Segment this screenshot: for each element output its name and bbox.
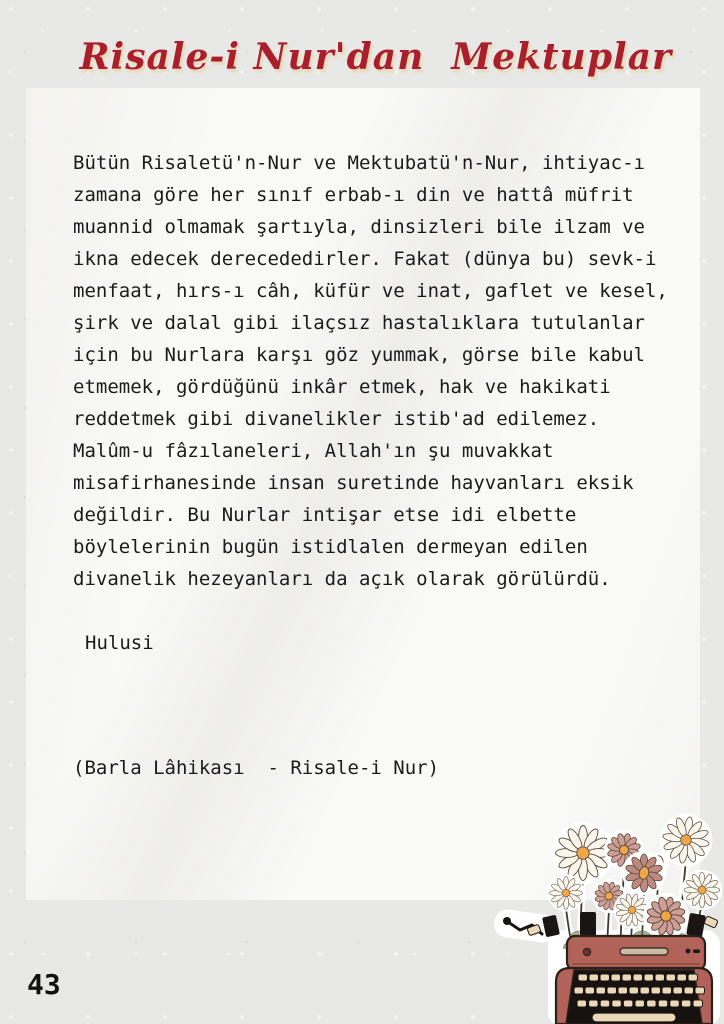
body-line: divanelik hezeyanları da açık olarak görülürdü. bbox=[73, 568, 611, 590]
body-line: menfaat, hırs-ı câh, küfür ve inat, gaflet ve kesel, bbox=[73, 280, 668, 302]
body-line: şirk ve dalal gibi ilaçsız hastalıklara tutulanlar bbox=[73, 312, 645, 334]
typewriter-flowers-illustration bbox=[492, 818, 724, 1024]
body-line: reddetmek gibi divanelikler istib'ad edilemez. bbox=[73, 408, 600, 430]
source-reference: (Barla Lâhikası - Risale-i Nur) bbox=[73, 757, 440, 779]
body-line: muannid olmamak şartıyla, dinsizleri bile ilzam ve bbox=[73, 216, 645, 238]
page-title: Risale-i Nur'dan Mektuplar bbox=[79, 36, 672, 78]
page-number: 43 bbox=[27, 968, 61, 1001]
body-line: etmemek, gördüğünü inkâr etmek, hak ve hakikati bbox=[73, 376, 611, 398]
body-line: için bu Nurlara karşı göz yummak, görse bile kabul bbox=[73, 344, 645, 366]
signature: Hulusi bbox=[85, 632, 154, 654]
content-panel bbox=[26, 88, 700, 900]
body-line: ikna edecek derecededirler. Fakat (dünya bu) sevk-i bbox=[73, 248, 657, 270]
body-line: böylelerinin bugün istidlalen dermeyan edilen bbox=[73, 536, 588, 558]
letter-body bbox=[73, 147, 700, 595]
body-line: Bütün Risaletü'n-Nur ve Mektubatü'n-Nur, ihtiyac-ı bbox=[73, 152, 645, 174]
body-line: misafirhanesinde insan suretinde hayvanları eksik bbox=[73, 472, 634, 494]
body-line: Malûm-u fâzılaneleri, Allah'ın şu muvakkat bbox=[73, 440, 554, 462]
body-line: zamana göre her sınıf erbab-ı din ve hattâ müfrit bbox=[73, 184, 634, 206]
body-line: değildir. Bu Nurlar intişar etse idi elbette bbox=[73, 504, 577, 526]
